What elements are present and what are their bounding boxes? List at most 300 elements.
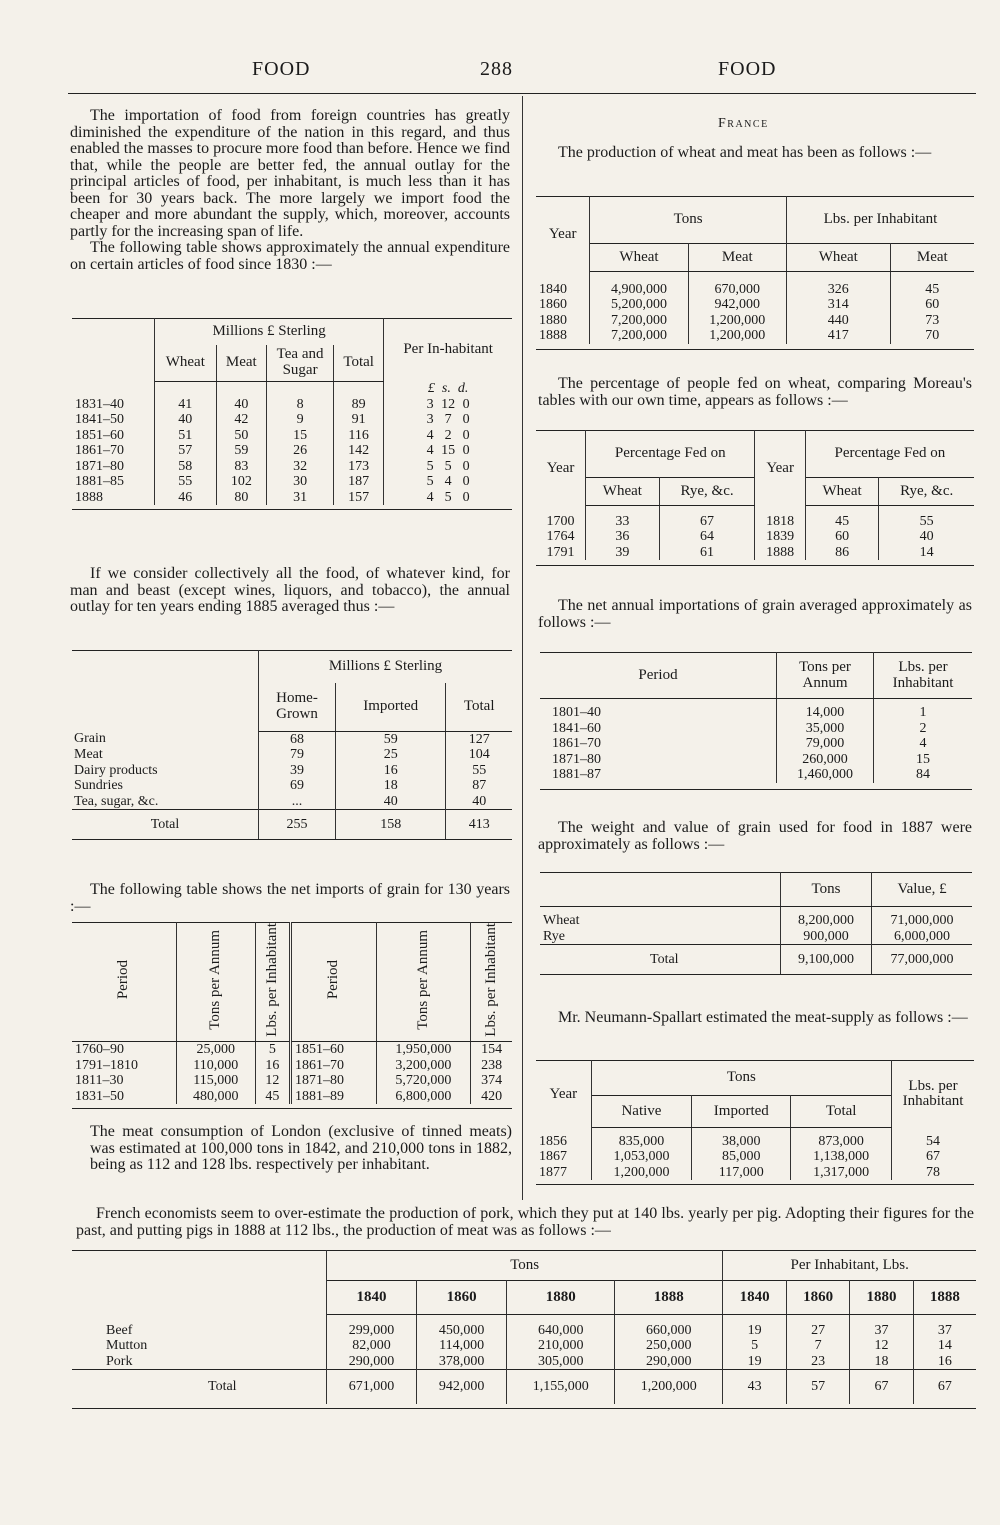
table-cell: 1851–60 — [72, 428, 155, 444]
table-row — [72, 778, 512, 794]
per-inhabitant-cell — [384, 412, 512, 428]
table-cell: 1,155,000 — [507, 1370, 615, 1404]
table-cell: 1880 — [536, 313, 590, 329]
table-cell: 31 — [267, 490, 334, 506]
table-cell: 15 — [267, 428, 334, 444]
table-cell: 1,460,000 — [777, 767, 874, 783]
table-cell: 1860 — [536, 297, 590, 313]
table-row — [72, 1354, 976, 1370]
table-cell: 67 — [659, 514, 755, 530]
table-cell: 14,000 — [777, 705, 874, 721]
table-cell: 640,000 — [507, 1323, 615, 1339]
table-cell: 1856 — [536, 1134, 591, 1150]
france-production-table: Year Tons Lbs. per Inhabitant Wheat Meat Wheat Meat 1840 4,900,000 670,000 326 45 1860 5,200,000 942,000 314 60 1880 7,200,000 1,200,000 440 73 1888 7,200,000 1,200,000 417 70 — [536, 196, 974, 350]
table-cell: 670,000 — [688, 282, 786, 298]
table-cell: 15 — [916, 751, 930, 767]
table-cell: 36 — [586, 529, 660, 545]
table-cell: 5,200,000 — [590, 297, 688, 313]
t1-col-wheat: Wheat — [155, 345, 217, 381]
table-cell: 378,000 — [417, 1354, 507, 1370]
table-cell: 4 — [444, 474, 452, 489]
table-cell: 37 — [937, 1322, 952, 1338]
table-cell: 1877 — [536, 1165, 591, 1181]
table-cell: 40 — [336, 794, 446, 810]
table-cell: 5 — [426, 458, 434, 474]
table-cell: 59 — [216, 443, 266, 459]
table-cell: 25,000 — [176, 1042, 255, 1058]
table-cell: 1871–80 — [290, 1073, 376, 1089]
table-row — [72, 1089, 512, 1105]
table-cell: 33 — [586, 514, 660, 530]
meat-production-table: Tons Per Inhabitant, Lbs. 1840 1860 1880 1888 1840 1860 1880 1888 Beef 299,000 450,000 640,000 660,000 19 27 37 37 Mutton 82,000 114,000 210,000 250,000 5 7 12 14 Pork 290,000 378,000 305,000 290,000 19 23 18 16 Total 671,000 942,000 1,155,000 1,200,000 43 57 67 67 — [72, 1250, 976, 1409]
table-cell: 1 — [919, 705, 927, 720]
table-cell: 7 — [786, 1338, 849, 1354]
table-row — [72, 397, 512, 413]
header-right: FOOD — [718, 58, 777, 80]
table-cell: 55 — [919, 513, 934, 529]
table-cell: 835,000 — [591, 1134, 692, 1150]
table-cell: 900,000 — [781, 929, 872, 945]
table-cell: 2 — [444, 427, 452, 443]
table-cell: 5 — [426, 474, 434, 489]
table-cell: 142 — [334, 443, 384, 459]
table-row — [72, 428, 512, 444]
table-cell: 32 — [267, 459, 334, 475]
table-cell: 0 — [462, 427, 470, 443]
table-cell: 25 — [336, 747, 446, 763]
header-rule — [68, 93, 976, 94]
table-cell: 102 — [216, 474, 266, 490]
per-inhabitant-cell — [384, 474, 512, 490]
table-cell: 1871–80 — [72, 459, 155, 475]
table-cell: 85,000 — [692, 1149, 791, 1165]
table-cell: 3,200,000 — [376, 1058, 471, 1074]
table-cell: Sundries — [74, 778, 123, 793]
left-intro — [70, 108, 510, 273]
table-cell: 0 — [462, 458, 470, 474]
table-cell: 45 — [805, 514, 879, 530]
header-left: FOOD — [252, 58, 311, 80]
table-cell: 417 — [786, 328, 890, 344]
table-cell: 40 — [472, 793, 487, 809]
table-row — [72, 763, 512, 779]
t9-year-header: 1840 — [723, 1281, 786, 1315]
table-cell: 1,200,000 — [591, 1165, 692, 1181]
table-cell: 314 — [786, 297, 890, 313]
table-row — [72, 490, 512, 506]
table-row — [72, 731, 512, 747]
table-cell: 1867 — [536, 1149, 591, 1165]
table-row — [536, 282, 974, 298]
table-cell: 127 — [468, 731, 490, 747]
table-cell: 1881–89 — [290, 1089, 376, 1105]
table-cell: 1,138,000 — [791, 1149, 892, 1165]
table-cell: 0 — [462, 474, 470, 489]
table-cell: 42 — [216, 412, 266, 428]
table-row — [72, 412, 512, 428]
table-cell: 0 — [462, 443, 470, 458]
right-p5: Mr. Neumann-Spallart estimated the meat-supply as follows :— — [558, 1009, 968, 1026]
t1-units: £ s. d. — [427, 381, 469, 396]
table-row — [536, 529, 974, 545]
t1-col-tea: Tea and Sugar — [267, 345, 334, 381]
per-inhabitant-cell — [384, 443, 512, 459]
table-cell: 80 — [216, 490, 266, 506]
table-cell: 187 — [334, 474, 384, 490]
table-cell: Wheat — [540, 913, 781, 929]
table-cell: 1881–85 — [72, 474, 155, 490]
t3-col-header — [376, 923, 471, 1042]
table-cell: 30 — [267, 474, 334, 490]
table-cell: 1871–80 — [540, 752, 777, 768]
table-cell: 4 — [426, 443, 434, 458]
table-cell: 79,000 — [777, 736, 874, 752]
table-cell: 54 — [926, 1133, 940, 1149]
table-row — [72, 1338, 976, 1354]
table-cell: 157 — [334, 490, 384, 506]
table-cell: 1861–70 — [540, 736, 777, 752]
table-cell: 15 — [441, 443, 456, 458]
table-cell: ... — [259, 794, 336, 810]
right-p3: The net annual importations of grain averaged approximately as follows :— — [538, 597, 972, 631]
table-cell: 60 — [925, 297, 940, 312]
table-cell: 67 — [913, 1370, 976, 1404]
table-cell: 0 — [462, 412, 470, 427]
table-cell: Mutton — [72, 1338, 327, 1354]
table-cell: 39 — [586, 545, 660, 561]
table-cell: 82,000 — [327, 1338, 417, 1354]
table-row — [536, 1165, 974, 1181]
left-p2: If we consider collectively all the food, of whatever kind, for man and beast (except wines, liquors, and tobacco), the annual outlay for ten years ending 1885 averaged thus :— — [70, 565, 510, 615]
t3-col-label: Period — [325, 960, 342, 1000]
table-cell: 16 — [255, 1058, 290, 1074]
table-cell: 420 — [481, 1088, 503, 1104]
table-cell: 3 — [426, 396, 434, 412]
t4-lbs: Lbs. per Inhabitant — [786, 197, 974, 244]
t3-col-label: Tons per Annum — [207, 929, 224, 1030]
t2-total-label: Total — [72, 810, 259, 840]
table-cell: 1,317,000 — [791, 1165, 892, 1181]
table-cell: 7,200,000 — [590, 313, 688, 329]
table-cell: 1841–50 — [72, 412, 155, 428]
table-cell: 61 — [659, 545, 755, 561]
table-cell: 450,000 — [417, 1323, 507, 1339]
bottom-paragraph: French economists seem to over-estimate the production of pork, which they put at 140 lbs. yearly per pig. Adopting their figures for the past, and putting pigs in 1888 at 112 lbs., the production of meat was as follows :— — [76, 1205, 974, 1239]
table-cell: 1,200,000 — [688, 328, 786, 344]
intro-paragraph: The importation of food from foreign countries has greatly diminished the expenditure of the nation in this regard, and thus enabled the masses to procure more food than before. Hence we find that, while the people are better fed, the annual outlay for the principal articles of food, per inhabitant, is much less than it has been for 30 years back. The more largely we import food the cheaper and more abundant the supply, which, moreover, accounts partly for the increasing span of life. — [70, 107, 510, 240]
table-row — [72, 459, 512, 475]
table-cell: 250,000 — [615, 1338, 723, 1354]
table-cell: 0 — [462, 489, 470, 505]
table-cell: 238 — [481, 1057, 503, 1073]
table-cell: 1,200,000 — [615, 1370, 723, 1404]
table-row — [536, 1134, 974, 1150]
table-cell: 89 — [334, 397, 384, 413]
table-cell: 1,200,000 — [688, 313, 786, 329]
t9-year-header: 1860 — [417, 1281, 507, 1315]
table-cell: 19 — [723, 1323, 786, 1339]
table-cell: 5,720,000 — [376, 1073, 471, 1089]
right-p2: The percentage of people fed on wheat, comparing Moreau's tables with our own time, appears as follows :— — [538, 375, 972, 409]
table-cell: 671,000 — [327, 1370, 417, 1404]
table-row — [540, 736, 972, 752]
table-cell: 46 — [155, 490, 217, 506]
table-cell: 91 — [334, 412, 384, 428]
t4-year: Year — [536, 197, 590, 272]
table-row — [536, 328, 974, 344]
table-cell: 1760–90 — [72, 1042, 176, 1058]
table-cell: Meat — [74, 747, 103, 762]
per-inhabitant-cell — [384, 397, 512, 413]
table-cell: 173 — [334, 459, 384, 475]
table-cell: 38,000 — [692, 1134, 791, 1150]
table-row — [540, 752, 972, 768]
table-cell: 27 — [786, 1323, 849, 1339]
table-cell: 1,053,000 — [591, 1149, 692, 1165]
table-cell: 1841–60 — [540, 721, 777, 737]
table-cell: Dairy products — [74, 762, 158, 778]
table-cell: 374 — [481, 1073, 503, 1089]
table-cell: 12 — [850, 1338, 913, 1354]
table-cell: 154 — [481, 1042, 503, 1058]
table-cell: 1791–1810 — [72, 1058, 176, 1074]
expenditure-table — [72, 318, 512, 510]
table-cell: 1881–87 — [540, 767, 777, 783]
table-cell: 78 — [926, 1164, 940, 1180]
table-cell: 942,000 — [417, 1370, 507, 1404]
table-cell: 116 — [334, 428, 384, 444]
running-header — [0, 58, 1000, 88]
table-cell: 84 — [916, 767, 930, 782]
table-cell: 1839 — [755, 529, 805, 545]
t3-col-label: Tons per Annum — [414, 929, 431, 1030]
t2-col-home: Home-Grown — [259, 683, 336, 731]
table-row — [72, 794, 512, 810]
table-cell: 4 — [426, 489, 434, 505]
table-cell: 5 — [444, 489, 452, 505]
t2-group-header: Millions £ Sterling — [259, 651, 513, 684]
table-row — [540, 929, 972, 945]
table-cell: 6,800,000 — [376, 1089, 471, 1105]
table-cell: 12 — [255, 1073, 290, 1089]
table-cell: 83 — [216, 459, 266, 475]
table-row — [72, 1073, 512, 1089]
table-cell: Rye — [540, 929, 781, 945]
table-cell: 1861–70 — [290, 1058, 376, 1074]
food-outlay-table: Millions £ Sterling Home-Grown Imported Total Grain 68 59 127 Meat 79 25 104 Dairy products 39 16 55 Sundries 69 18 87 Tea, sugar, &c. ... 40 40 Total 255 158 413 — [72, 650, 512, 840]
table-cell: 942,000 — [688, 297, 786, 313]
table-cell: 87 — [472, 778, 487, 793]
table-cell: 55 — [155, 474, 217, 490]
table-cell: 290,000 — [615, 1354, 723, 1370]
t3-col-label: Lbs. per Inhabitant — [263, 923, 280, 1037]
table-row — [536, 297, 974, 313]
column-divider — [522, 96, 523, 1200]
table-cell: 260,000 — [777, 752, 874, 768]
table-cell: 16 — [937, 1353, 952, 1369]
t9-year-header: 1888 — [615, 1281, 723, 1315]
t9-year-header: 1840 — [327, 1281, 417, 1315]
table-cell: 26 — [267, 443, 334, 459]
table-cell: 16 — [336, 763, 446, 779]
table-cell: Tea, sugar, &c. — [74, 793, 159, 809]
grain-weight-value-table: Tons Value, £ Wheat 8,200,000 71,000,000 Rye 900,000 6,000,000 Total 9,100,000 77,000,000 — [540, 872, 972, 975]
table-row — [536, 545, 974, 561]
table-cell: 326 — [786, 282, 890, 298]
t4-tons: Tons — [590, 197, 787, 244]
t9-year-header: 1860 — [786, 1281, 849, 1315]
table-cell: 1801–40 — [540, 705, 777, 721]
table-cell: 1831–50 — [72, 1089, 176, 1105]
table-cell: 58 — [155, 459, 217, 475]
page-number: 288 — [480, 58, 513, 80]
table-cell: 305,000 — [507, 1354, 615, 1370]
table-cell: 45 — [925, 281, 940, 297]
table-cell: 18 — [850, 1354, 913, 1370]
t9-total-label: Total — [72, 1370, 327, 1404]
table-cell: 4 — [919, 736, 927, 751]
table-cell: 79 — [259, 747, 336, 763]
table-row — [72, 443, 512, 459]
table-cell: 57 — [786, 1370, 849, 1404]
intro-table-lead: The following table shows approximately the annual expenditure on certain articles of food since 1830 :— — [70, 239, 510, 273]
table-cell: 1851–60 — [290, 1042, 376, 1058]
t2-col-imported: Imported — [336, 683, 446, 731]
table-row — [536, 1149, 974, 1165]
t1-col-meat: Meat — [216, 345, 266, 381]
table-cell: 115,000 — [176, 1073, 255, 1089]
t9-year-header: 1880 — [507, 1281, 615, 1315]
table-cell: 60 — [805, 529, 879, 545]
left-p4: The meat consumption of London (exclusive of tinned meats) was estimated at 100,000 tons in 1842, and 210,000 tons in 1882, being as 112 and 128 lbs. respectively per inhabitant. — [90, 1123, 512, 1173]
table-cell: 23 — [786, 1354, 849, 1370]
table-cell: 1888 — [755, 545, 805, 561]
t2-col-total: Total — [446, 683, 512, 731]
table-cell: 1,950,000 — [376, 1042, 471, 1058]
table-row — [72, 1058, 512, 1074]
table-cell: 69 — [259, 778, 336, 794]
t3-col-header — [176, 923, 255, 1042]
table-cell: 40 — [216, 397, 266, 413]
right-p4: The weight and value of grain used for food in 1887 were approximately as follows :— — [538, 819, 972, 853]
table-cell: 12 — [441, 396, 456, 412]
table-cell: 290,000 — [327, 1354, 417, 1370]
right-p1: The production of wheat and meat has been as follows :— — [558, 144, 932, 161]
table-cell: Grain — [74, 731, 106, 747]
per-inhabitant-cell — [384, 459, 512, 475]
t3-col-label: Period — [115, 960, 132, 1000]
table-cell: 40 — [155, 412, 217, 428]
table-cell: 0 — [462, 396, 470, 412]
table-cell: 210,000 — [507, 1338, 615, 1354]
table-row — [536, 313, 974, 329]
table-cell: 35,000 — [777, 721, 874, 737]
table-cell: 440 — [786, 313, 890, 329]
t3-col-header — [72, 923, 176, 1042]
table-cell: 4,900,000 — [590, 282, 688, 298]
t9-year-header: 1880 — [850, 1281, 913, 1315]
left-p3: The following table shows the net imports of grain for 130 years :— — [70, 881, 510, 915]
table-cell: 5 — [255, 1042, 290, 1058]
table-cell: 7 — [444, 412, 452, 427]
t3-col-label: Lbs. per Inhabitant — [482, 923, 499, 1037]
t3-col-header — [255, 923, 290, 1042]
table-cell: 45 — [255, 1089, 290, 1105]
table-cell: 19 — [723, 1354, 786, 1370]
table-cell: 64 — [659, 529, 755, 545]
t1-col-total: Total — [334, 345, 384, 381]
table-cell: 50 — [216, 428, 266, 444]
table-cell: 3 — [426, 412, 434, 427]
table-cell: 68 — [259, 731, 336, 747]
per-inhabitant-cell — [384, 428, 512, 444]
table-cell: 59 — [336, 731, 446, 747]
table-cell: 70 — [925, 328, 940, 343]
table-cell: 67 — [926, 1149, 940, 1164]
table-cell: 6,000,000 — [894, 928, 951, 944]
t1-group-header: Millions £ Sterling — [155, 319, 384, 346]
table-cell: 7,200,000 — [590, 328, 688, 344]
table-row — [72, 747, 512, 763]
table-cell: Pork — [72, 1354, 327, 1370]
table-cell: 18 — [336, 778, 446, 794]
t1-per-header: Per In-habitant — [384, 319, 512, 382]
table-cell: 104 — [468, 747, 490, 762]
table-cell: 55 — [472, 762, 487, 778]
table-cell: 1818 — [755, 514, 805, 530]
table-row — [72, 1042, 512, 1058]
table-cell: 37 — [850, 1323, 913, 1339]
per-inhabitant-cell — [384, 490, 512, 506]
wheat-percentage-table: Year Percentage Fed on Year Percentage Fed on Wheat Rye, &c. Wheat Rye, &c. 1700 33 67 1818 45 55 1764 36 64 1839 60 40 1791 39 61 1888 86 14 — [536, 430, 974, 566]
t9-year-header: 1888 — [913, 1281, 976, 1315]
table-cell: 114,000 — [417, 1338, 507, 1354]
table-cell: 480,000 — [176, 1089, 255, 1105]
table-row — [540, 705, 972, 721]
table-cell: 14 — [919, 544, 934, 560]
table-cell: 40 — [919, 529, 934, 544]
table-cell: 5 — [723, 1338, 786, 1354]
table-row — [540, 913, 972, 929]
t3-col-header — [471, 923, 512, 1042]
table-cell: 1700 — [536, 514, 586, 530]
table-cell: 9 — [267, 412, 334, 428]
table-cell: 8,200,000 — [781, 913, 872, 929]
table-cell: 57 — [155, 443, 217, 459]
table-cell: 117,000 — [692, 1165, 791, 1181]
grain-imports-table — [72, 922, 512, 1109]
table-cell: 73 — [925, 312, 940, 328]
table-cell: 1831–40 — [72, 397, 155, 413]
t3-col-header — [290, 923, 376, 1042]
table-cell: 43 — [723, 1370, 786, 1404]
table-cell: 67 — [850, 1370, 913, 1404]
table-cell: Beef — [72, 1323, 327, 1339]
table-cell: 71,000,000 — [890, 913, 954, 928]
table-cell: 873,000 — [791, 1134, 892, 1150]
table-row — [540, 721, 972, 737]
france-grain-imports-table: Period Tons per Annum Lbs. per Inhabitant 1801–40 14,000 1 1841–60 35,000 2 1861–70 79,000 4 1871–80 260,000 15 1881–87 1,460,000 84 — [540, 652, 972, 790]
table-cell: 1840 — [536, 282, 590, 298]
table-cell: 660,000 — [615, 1323, 723, 1339]
table-cell: 1861–70 — [72, 443, 155, 459]
table-cell: 1764 — [536, 529, 586, 545]
table-row — [72, 1323, 976, 1339]
table-cell: 14 — [937, 1338, 952, 1353]
table-row — [536, 514, 974, 530]
meat-supply-table: Year Tons Lbs. per Inhabitant Native Imported Total 1856 835,000 38,000 873,000 54 1867 1,053,000 85,000 1,138,000 67 1877 1,200,000 117,000 1,317,000 78 — [536, 1060, 974, 1185]
table-cell: 1811–30 — [72, 1073, 176, 1089]
